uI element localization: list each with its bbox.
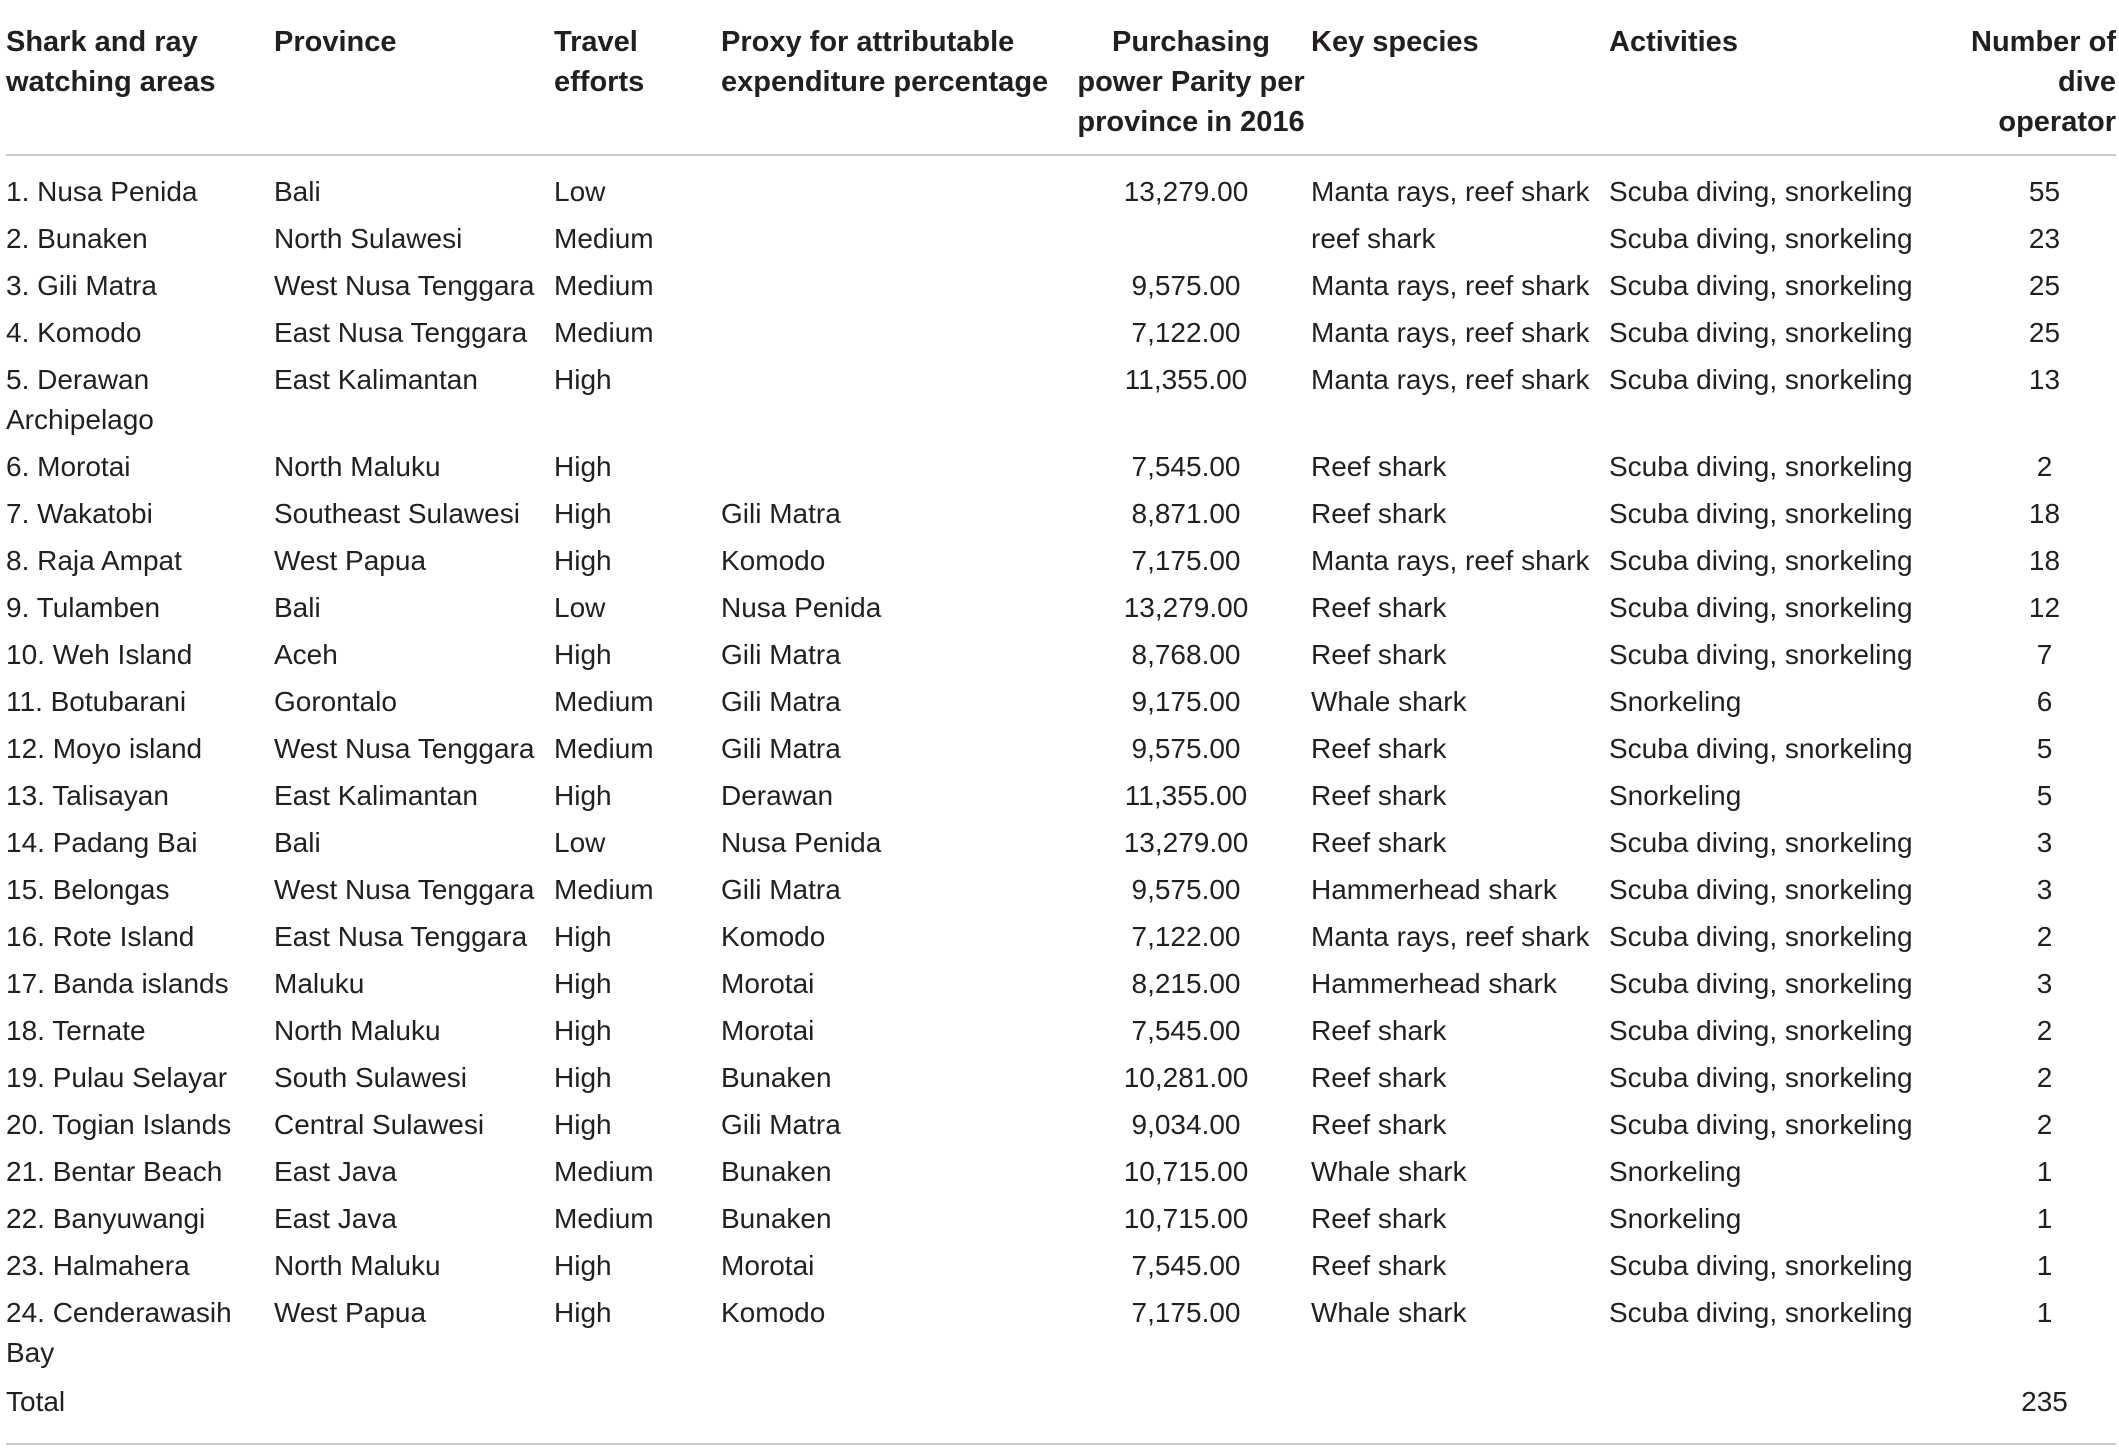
cell-dive-operators: 25 [2028,270,2061,301]
cell-watching-area: 15. Belongas [6,874,170,905]
table-row [6,219,2116,266]
cell-activities: Scuba diving, snorkeling [1609,545,1913,576]
table-row [6,682,2116,729]
cell-watching-area: 7. Wakatobi [6,498,153,529]
cell-watching-area: 1. Nusa Penida [6,176,198,207]
cell-key-species: Manta rays, reef shark [1311,545,1590,576]
cell-key-species: Manta rays, reef shark [1311,317,1590,348]
cell-watching-area: 14. Padang Bai [6,827,198,858]
cell-key-species: Reef shark [1311,1015,1447,1046]
table-row [6,313,2116,360]
cell-activities: Snorkeling [1609,780,1742,811]
cell-activities: Scuba diving, snorkeling [1609,874,1913,905]
cell-province: North Sulawesi [274,223,463,254]
cell-travel-effort: High [554,364,612,395]
table-row [6,917,2116,964]
cell-activities: Snorkeling [1609,1156,1742,1187]
cell-proxy: Gili Matra [721,1109,841,1140]
cell-key-species: Whale shark [1311,1156,1467,1187]
cell-proxy [721,155,1071,219]
cell-key-species: Manta rays, reef shark [1311,176,1590,207]
table-row [6,729,2116,776]
table-row [6,541,2116,588]
table-row [6,1011,2116,1058]
table-row [6,1199,2116,1246]
cell-key-species: Manta rays, reef shark [1311,270,1590,301]
cell-purchasing-power: 8,215.00 [1131,968,1241,999]
cell-proxy: Nusa Penida [721,827,882,858]
cell-activities: Scuba diving, snorkeling [1609,733,1913,764]
cell-purchasing-power: 13,279.00 [1123,176,1249,207]
cell-purchasing-power: 9,575.00 [1131,270,1241,301]
cell-watching-area: 16. Rote Island [6,921,195,952]
cell-province: West Papua [274,1297,427,1328]
cell-watching-area: 13. Talisayan [6,780,169,811]
table-row [6,870,2116,917]
cell-purchasing-power: 7,122.00 [1131,317,1241,348]
cell-travel-effort: High [554,921,612,952]
cell-travel-effort: Medium [554,223,654,254]
cell-province: Gorontalo [274,686,397,717]
cell-watching-area: 22. Banyuwangi [6,1203,206,1234]
cell-travel-effort: High [554,1109,612,1140]
cell-watching-area: 10. Weh Island [6,639,193,670]
cell-travel-effort: High [554,498,612,529]
cell-dive-operators: 2 [2036,1062,2053,1093]
cell-purchasing-power: 11,355.00 [1124,780,1248,811]
cell-travel-effort: Medium [554,874,654,905]
cell-activities: Scuba diving, snorkeling [1609,1015,1913,1046]
table-header [6,14,2116,155]
cell-travel-effort: High [554,639,612,670]
cell-dive-operators: 7 [2036,639,2053,670]
cell-key-species: Reef shark [1311,498,1447,529]
cell-travel-effort: High [554,545,612,576]
total-label: Total [6,1380,274,1444]
cell-travel-effort: High [554,451,612,482]
cell-dive-operators: 1 [2036,1203,2053,1234]
cell-watching-area: 3. Gili Matra [6,270,157,301]
cell-travel-effort: Low [554,176,606,207]
header-dive-operators: Number of dive operator [1943,14,2116,155]
cell-travel-effort: High [554,1015,612,1046]
cell-purchasing-power: 7,175.00 [1131,1297,1241,1328]
header-row [6,14,2116,155]
cell-key-species: Hammerhead shark [1311,874,1557,905]
table-row [6,1246,2116,1293]
cell-activities: Scuba diving, snorkeling [1609,451,1913,482]
cell-province: Central Sulawesi [274,1109,485,1140]
total-value: 235 [1943,1380,2116,1444]
cell-key-species: Hammerhead shark [1311,968,1557,999]
cell-province: East Java [274,1156,397,1187]
cell-key-species: reef shark [1311,223,1436,254]
cell-watching-area: 8. Raja Ampat [6,545,182,576]
cell-proxy: Gili Matra [721,733,841,764]
cell-key-species: Reef shark [1311,827,1447,858]
table-row [6,360,2116,447]
cell-dive-operators: 23 [2028,223,2061,254]
cell-watching-area: 12. Moyo island [6,733,203,764]
cell-purchasing-power [1071,219,1311,266]
cell-proxy [721,447,1071,494]
cell-purchasing-power: 7,545.00 [1131,1250,1241,1281]
cell-province: East Kalimantan [274,364,478,395]
cell-travel-effort: Low [554,592,606,623]
cell-watching-area: 4. Komodo [6,317,142,348]
header-proxy-expenditure: Proxy for attributable expenditure percentage [721,14,1071,155]
cell-activities: Scuba diving, snorkeling [1609,1062,1913,1093]
cell-proxy: Komodo [721,545,826,576]
cell-activities: Scuba diving, snorkeling [1609,176,1913,207]
cell-province: Southeast Sulawesi [274,498,520,529]
cell-proxy: Komodo [721,1297,826,1328]
cell-travel-effort: High [554,780,612,811]
cell-key-species: Reef shark [1311,451,1447,482]
cell-activities: Scuba diving, snorkeling [1609,639,1913,670]
cell-proxy: Gili Matra [721,498,841,529]
cell-dive-operators: 3 [2036,874,2053,905]
cell-dive-operators: 2 [2036,451,2053,482]
cell-purchasing-power: 13,279.00 [1123,827,1249,858]
cell-proxy: Morotai [721,1250,815,1281]
cell-province: South Sulawesi [274,1062,468,1093]
header-travel-efforts: Travel efforts [554,14,721,155]
cell-dive-operators: 5 [2036,733,2053,764]
cell-province: West Nusa Tenggara [274,270,535,301]
cell-watching-area: 5. Derawan Archipelago [6,364,154,435]
cell-activities: Scuba diving, snorkeling [1609,592,1913,623]
cell-proxy: Morotai [721,968,815,999]
table-row [6,1058,2116,1105]
cell-watching-area: 9. Tulamben [6,592,161,623]
cell-activities: Scuba diving, snorkeling [1609,1297,1913,1328]
cell-dive-operators: 1 [2036,1297,2053,1328]
cell-travel-effort: Medium [554,1203,654,1234]
table-row [6,964,2116,1011]
cell-dive-operators: 2 [2036,921,2053,952]
cell-purchasing-power: 7,545.00 [1131,1015,1241,1046]
cell-activities: Scuba diving, snorkeling [1609,921,1913,952]
cell-activities: Scuba diving, snorkeling [1609,364,1913,395]
cell-proxy: Bunaken [721,1062,832,1093]
table-row [6,155,2116,219]
cell-proxy [721,313,1071,360]
cell-travel-effort: Medium [554,270,654,301]
cell-purchasing-power: 10,715.00 [1123,1203,1249,1234]
cell-province: East Java [274,1203,397,1234]
table-row [6,823,2116,870]
header-province: Province [274,14,554,155]
table-row [6,1105,2116,1152]
cell-activities: Scuba diving, snorkeling [1609,317,1913,348]
cell-proxy: Gili Matra [721,874,841,905]
cell-province: North Maluku [274,1250,441,1281]
cell-activities: Scuba diving, snorkeling [1609,1109,1913,1140]
cell-proxy: Komodo [721,921,826,952]
cell-key-species: Reef shark [1311,1109,1447,1140]
cell-travel-effort: Low [554,827,606,858]
table-row [6,588,2116,635]
cell-dive-operators: 3 [2036,968,2053,999]
cell-dive-operators: 6 [2036,686,2053,717]
cell-proxy: Gili Matra [721,639,841,670]
cell-purchasing-power: 9,575.00 [1131,874,1241,905]
cell-province: East Nusa Tenggara [274,921,528,952]
header-purchasing-power: Purchasing power Parity per province in 2016 [1071,14,1311,155]
cell-dive-operators: 5 [2036,780,2053,811]
cell-watching-area: 6. Morotai [6,451,131,482]
cell-key-species: Reef shark [1311,1062,1447,1093]
cell-purchasing-power: 13,279.00 [1123,592,1249,623]
cell-watching-area: 19. Pulau Selayar [6,1062,228,1093]
cell-proxy: Derawan [721,780,834,811]
table-row [6,494,2116,541]
table-body [6,155,2116,1444]
cell-province: East Kalimantan [274,780,478,811]
cell-proxy [721,219,1071,266]
cell-dive-operators: 1 [2036,1156,2053,1187]
cell-key-species: Manta rays, reef shark [1311,921,1590,952]
cell-watching-area: 18. Ternate [6,1015,146,1046]
cell-activities: Scuba diving, snorkeling [1609,1250,1913,1281]
cell-province: West Nusa Tenggara [274,733,535,764]
cell-purchasing-power: 7,175.00 [1131,545,1241,576]
cell-proxy: Morotai [721,1015,815,1046]
cell-watching-area: 17. Banda islands [6,968,229,999]
cell-purchasing-power: 11,355.00 [1124,364,1248,395]
cell-purchasing-power: 7,545.00 [1131,451,1241,482]
cell-travel-effort: High [554,968,612,999]
cell-key-species: Reef shark [1311,1250,1447,1281]
cell-province: Maluku [274,968,365,999]
cell-travel-effort: Medium [554,317,654,348]
cell-province: Bali [274,827,321,858]
cell-purchasing-power: 7,122.00 [1131,921,1241,952]
header-watching-areas: Shark and ray watching areas [6,14,274,155]
cell-watching-area: 11. Botubarani [6,686,187,717]
cell-dive-operators: 25 [2028,317,2061,348]
cell-province: North Maluku [274,1015,441,1046]
cell-key-species: Reef shark [1311,639,1447,670]
cell-watching-area: 24. Cenderawasih Bay [6,1297,232,1368]
cell-purchasing-power: 10,715.00 [1123,1156,1249,1187]
cell-dive-operators: 18 [2028,498,2061,529]
cell-key-species: Whale shark [1311,686,1467,717]
table-row [6,447,2116,494]
cell-dive-operators: 1 [2036,1250,2053,1281]
cell-dive-operators: 18 [2028,545,2061,576]
cell-dive-operators: 12 [2028,592,2061,623]
table-row [6,1152,2116,1199]
cell-activities: Scuba diving, snorkeling [1609,223,1913,254]
cell-travel-effort: High [554,1250,612,1281]
cell-dive-operators: 2 [2036,1109,2053,1140]
cell-dive-operators: 2 [2036,1015,2053,1046]
cell-watching-area: 21. Bentar Beach [6,1156,223,1187]
cell-key-species: Whale shark [1311,1297,1467,1328]
cell-key-species: Reef shark [1311,1203,1447,1234]
cell-travel-effort: Medium [554,1156,654,1187]
header-key-species: Key species [1311,14,1609,155]
cell-province: North Maluku [274,451,441,482]
cell-purchasing-power: 10,281.00 [1123,1062,1249,1093]
cell-proxy: Bunaken [721,1203,832,1234]
cell-activities: Scuba diving, snorkeling [1609,968,1913,999]
cell-purchasing-power: 9,575.00 [1131,733,1241,764]
cell-proxy: Bunaken [721,1156,832,1187]
table-row [6,1293,2116,1380]
cell-province: Bali [274,176,321,207]
cell-province: Aceh [274,639,338,670]
cell-travel-effort: High [554,1297,612,1328]
cell-dive-operators: 3 [2036,827,2053,858]
cell-watching-area: 20. Togian Islands [6,1109,232,1140]
cell-key-species: Reef shark [1311,592,1447,623]
cell-activities: Snorkeling [1609,686,1742,717]
table-row [6,635,2116,682]
cell-key-species: Reef shark [1311,733,1447,764]
cell-province: West Papua [274,545,427,576]
cell-dive-operators: 55 [2028,176,2061,207]
cell-key-species: Manta rays, reef shark [1311,364,1590,395]
cell-purchasing-power: 8,768.00 [1131,639,1241,670]
cell-purchasing-power: 9,175.00 [1131,686,1241,717]
cell-watching-area: 2. Bunaken [6,223,148,254]
cell-province: Bali [274,592,321,623]
cell-province: East Nusa Tenggara [274,317,528,348]
cell-activities: Snorkeling [1609,1203,1742,1234]
cell-dive-operators: 13 [2028,364,2061,395]
cell-activities: Scuba diving, snorkeling [1609,270,1913,301]
cell-activities: Scuba diving, snorkeling [1609,498,1913,529]
header-activities: Activities [1609,14,1943,155]
cell-travel-effort: Medium [554,686,654,717]
shark-ray-watching-table [6,14,2116,1445]
cell-proxy [721,266,1071,313]
table-row [6,776,2116,823]
cell-watching-area: 23. Halmahera [6,1250,190,1281]
cell-activities: Scuba diving, snorkeling [1609,827,1913,858]
cell-travel-effort: Medium [554,733,654,764]
cell-key-species: Reef shark [1311,780,1447,811]
cell-proxy: Nusa Penida [721,592,882,623]
cell-province: West Nusa Tenggara [274,874,535,905]
table-row [6,266,2116,313]
cell-travel-effort: High [554,1062,612,1093]
cell-purchasing-power: 8,871.00 [1131,498,1241,529]
cell-proxy: Gili Matra [721,686,841,717]
cell-purchasing-power: 9,034.00 [1131,1109,1241,1140]
cell-proxy [721,360,1071,447]
total-row [6,1380,2116,1444]
